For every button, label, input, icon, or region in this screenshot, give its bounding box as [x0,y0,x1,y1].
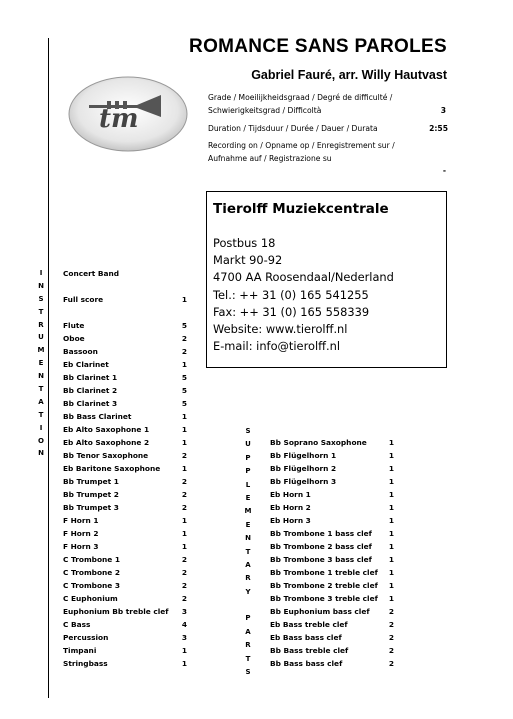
list-item [63,438,187,447]
vertical-label-letter: T [245,547,251,556]
list-item [63,633,187,642]
vertical-label-letter: E [245,520,251,529]
list-item [270,503,394,512]
instrument-quantity: 1 [388,503,394,512]
instrument-quantity: 2 [388,659,394,668]
list-item [63,425,187,434]
vertical-label-letter: T [245,654,251,663]
instrument-quantity: 2 [181,490,187,499]
vertical-label-letter: A [245,627,251,636]
instrument-name: Eb Horn 3 [270,516,311,525]
instrument-quantity: 2 [181,347,187,356]
vertical-label-letter: M [37,346,45,355]
instrument-name: C Trombone 2 [63,568,121,577]
list-item [270,464,394,473]
instrument-name: Bb Trombone 3 bass clef [270,555,372,564]
publisher-phone: Tel.: ++ 31 (0) 165 541255 [213,287,369,302]
logo-text: tm [99,104,139,134]
list-item [270,438,394,447]
vertical-label-letter: A [38,397,44,406]
publisher-address [213,235,394,355]
instrument-name: Eb Clarinet [63,360,109,369]
instrument-name: Bb Trumpet 3 [63,503,119,512]
publisher-fax: Fax: ++ 31 (0) 165 558339 [213,304,370,319]
instrument-name: Bb Flügelhorn 2 [270,464,337,473]
instrument-quantity: 2 [181,568,187,577]
list-item [63,334,187,343]
list-item [270,620,394,629]
instrument-quantity: 2 [181,451,187,460]
instrument-name: Eb Horn 1 [270,490,311,499]
instrument-quantity: 2 [181,477,187,486]
list-item [63,490,187,499]
vertical-label-letter: P [245,467,251,476]
list-item [63,646,187,655]
vertical-label-letter: R [245,641,251,650]
list-item [270,542,394,551]
list-item [63,568,187,577]
instrument-name: Bb Bass bass clef [270,659,343,668]
instrument-quantity: 1 [181,438,187,447]
instrument-quantity: 5 [181,399,187,408]
instrument-name: Eb Horn 2 [270,503,311,512]
instrument-name: Bb Clarinet 3 [63,399,118,408]
instrument-name: C Euphonium [63,594,118,603]
list-item [63,347,187,356]
vertical-label-letter: P [245,453,251,462]
publisher-line: Markt 90-92 [213,253,283,268]
instrument-list [63,269,193,679]
instrument-quantity: 1 [388,477,394,486]
instrument-quantity: 1 [181,425,187,434]
instrument-name: Bb Flügelhorn 3 [270,477,337,486]
instrument-quantity: 1 [181,516,187,525]
trumpet-logo-icon [67,75,189,153]
instrument-name: Stringbass [63,659,108,668]
list-item [63,594,187,603]
instrument-quantity: 2 [388,646,394,655]
duration-block [208,123,448,136]
vertical-label-letter: U [38,333,44,342]
instrument-name: C Bass [63,620,91,629]
instrument-name: Bb Bass Clarinet [63,412,132,421]
list-item [63,477,187,486]
list-item [270,581,394,590]
instrument-name: Bb Trombone 2 treble clef [270,581,378,590]
instrument-quantity: 1 [388,490,394,499]
instrument-name: Bb Trumpet 1 [63,477,119,486]
publisher-name: Tierolff Muziekcentrale [213,201,389,217]
list-item [63,451,187,460]
band-heading: Concert Band [63,269,120,278]
list-item [63,659,187,668]
instrument-name: Timpani [63,646,97,655]
vertical-label-letter: S [245,668,251,677]
list-item [63,529,187,538]
instrument-name: Eb Baritone Saxophone [63,464,161,473]
list-item [63,620,187,629]
list-item [270,568,394,577]
page-title: ROMANCE SANS PAROLES [189,36,447,57]
vertical-label-letter: E [245,493,251,502]
vertical-label-letter: N [245,534,251,543]
recording-label-1: Recording on / Opname op / Enregistrement sur / [208,141,395,150]
instrument-quantity: 1 [181,529,187,538]
list-item [63,464,187,473]
list-item [63,360,187,369]
instrument-quantity: 1 [181,360,187,369]
instrument-name: Bb Trumpet 2 [63,490,119,499]
supplementary-list [270,438,400,678]
list-item [63,373,187,382]
list-item [270,451,394,460]
instrument-quantity: 1 [388,451,394,460]
instrument-quantity: 1 [181,295,187,304]
vertical-label-letter: S [38,294,44,303]
vertical-label-letter: A [245,560,251,569]
instrument-name: Bb Tenor Saxophone [63,451,149,460]
instrument-quantity: 2 [388,620,394,629]
vertical-label-letter: I [39,423,43,432]
grade-label-1: Grade / Moeilijkheidsgraad / Degré de difficulté / [208,93,393,102]
instrument-quantity: 4 [181,620,187,629]
instrument-name: Bb Trombone 3 treble clef [270,594,378,603]
instrument-quantity: 3 [181,633,187,642]
vertical-label-letter: P [245,614,251,623]
instrument-quantity: 1 [181,542,187,551]
instrument-name: C Trombone 1 [63,555,121,564]
instrument-name: C Trombone 3 [63,581,121,590]
recording-block [208,140,448,177]
supplementary-parts-label [243,428,253,682]
instrument-quantity: 1 [388,438,394,447]
vertical-label-letter: R [38,320,44,329]
instrument-quantity: 1 [388,542,394,551]
list-item [270,477,394,486]
vertical-label-letter: N [38,449,44,458]
instrument-name: Bb Trombone 2 bass clef [270,542,372,551]
instrument-quantity: 2 [181,581,187,590]
list-item [63,555,187,564]
instrument-name: Eb Alto Saxophone 2 [63,438,150,447]
list-item [270,594,394,603]
list-item [63,412,187,421]
instrument-name: F Horn 3 [63,542,99,551]
instrument-name: Euphonium Bb treble clef [63,607,169,616]
composer-arranger: Gabriel Fauré, arr. Willy Hautvast [251,68,447,82]
recording-label-2: Aufnahme auf / Registrazione su [208,153,332,163]
list-item [63,607,187,616]
list-item [63,542,187,551]
instrument-quantity: 1 [181,659,187,668]
instrument-name: Percussion [63,633,109,642]
instrument-quantity: 1 [181,412,187,421]
instrument-name: Bb Trombone 1 bass clef [270,529,372,538]
instrument-name: F Horn 1 [63,516,99,525]
vertical-label-letter: S [245,427,251,435]
instrument-quantity: 2 [181,503,187,512]
vertical-label-letter: Y [245,587,251,596]
instrument-quantity: 5 [181,321,187,330]
instrument-quantity: 3 [181,607,187,616]
publisher-website[interactable]: Website: www.tierolff.nl [213,322,348,337]
grade-label-2: Schwierigkeitsgrad / Difficoltà [208,105,322,115]
vertical-label-letter: U [245,440,251,449]
instrument-name: Bb Bass treble clef [270,646,349,655]
list-item [63,516,187,525]
grade-block [208,92,448,117]
list-item [270,516,394,525]
instrument-name: F Horn 2 [63,529,99,538]
list-item [270,633,394,642]
list-item [63,321,187,330]
recording-value: - [442,166,446,175]
instrument-quantity: 1 [388,529,394,538]
vertical-label-letter: N [38,372,44,381]
instrument-quantity: 1 [388,555,394,564]
list-item [63,581,187,590]
left-rule [48,38,49,698]
grade-value: 3 [440,105,446,115]
duration-label: Duration / Tijdsduur / Durée / Dauer / Durata [208,124,378,133]
list-item [270,490,394,499]
vertical-label-letter: T [38,385,44,394]
instrument-quantity: 2 [388,607,394,616]
instrument-quantity: 2 [181,334,187,343]
vertical-label-letter: M [244,507,252,516]
instrument-name: Bb Clarinet 2 [63,386,118,395]
instrument-quantity: 5 [181,386,187,395]
instrument-name: Bb Soprano Saxophone [270,438,367,447]
instrument-name: Eb Alto Saxophone 1 [63,425,150,434]
instrument-name: Bb Clarinet 1 [63,373,118,382]
instrument-name: Bassoon [63,347,98,356]
list-item [270,555,394,564]
instrument-name: Bb Flügelhorn 1 [270,451,337,460]
instrument-name: Bb Euphonium bass clef [270,607,370,616]
publisher-line: Postbus 18 [213,236,276,250]
instrumentation-label [36,270,46,463]
vertical-label-letter: E [38,359,44,368]
list-item [270,646,394,655]
publisher-box [206,191,447,368]
instrument-quantity: 1 [388,594,394,603]
instrument-quantity: 1 [181,646,187,655]
list-item [63,503,187,512]
duration-value: 2:55 [429,124,448,133]
publisher-logo [67,75,189,153]
instrument-quantity: 2 [181,555,187,564]
list-item [270,607,394,616]
instrument-quantity: 1 [181,464,187,473]
instrument-name: Flute [63,321,85,330]
vertical-label-letter [243,602,253,615]
instrument-name: Full score [63,295,104,304]
instrument-quantity: 5 [181,373,187,382]
vertical-label-letter: I [39,269,43,277]
instrument-name: Eb Bass bass clef [270,633,342,642]
instrument-quantity: 1 [388,568,394,577]
instrument-name: Eb Bass treble clef [270,620,348,629]
list-item [63,295,187,304]
publisher-line: 4700 AA Roosendaal/Nederland [213,270,394,285]
instrument-quantity: 2 [388,633,394,642]
vertical-label-letter: N [38,281,44,290]
list-item [63,386,187,395]
list-item [63,399,187,408]
instrument-name: Bb Trombone 1 treble clef [270,568,378,577]
list-item [270,659,394,668]
instrument-quantity: 1 [388,581,394,590]
instrument-quantity: 1 [388,464,394,473]
vertical-label-letter: L [245,480,251,489]
publisher-email[interactable]: E-mail: info@tierolff.nl [213,339,340,354]
vertical-label-letter: T [38,410,44,419]
vertical-label-letter: R [245,574,251,583]
instrument-quantity: 1 [388,516,394,525]
vertical-label-letter: T [38,307,44,316]
vertical-label-letter: O [38,436,44,445]
instrument-quantity: 2 [181,594,187,603]
list-item [270,529,394,538]
instrument-name: Oboe [63,334,85,343]
